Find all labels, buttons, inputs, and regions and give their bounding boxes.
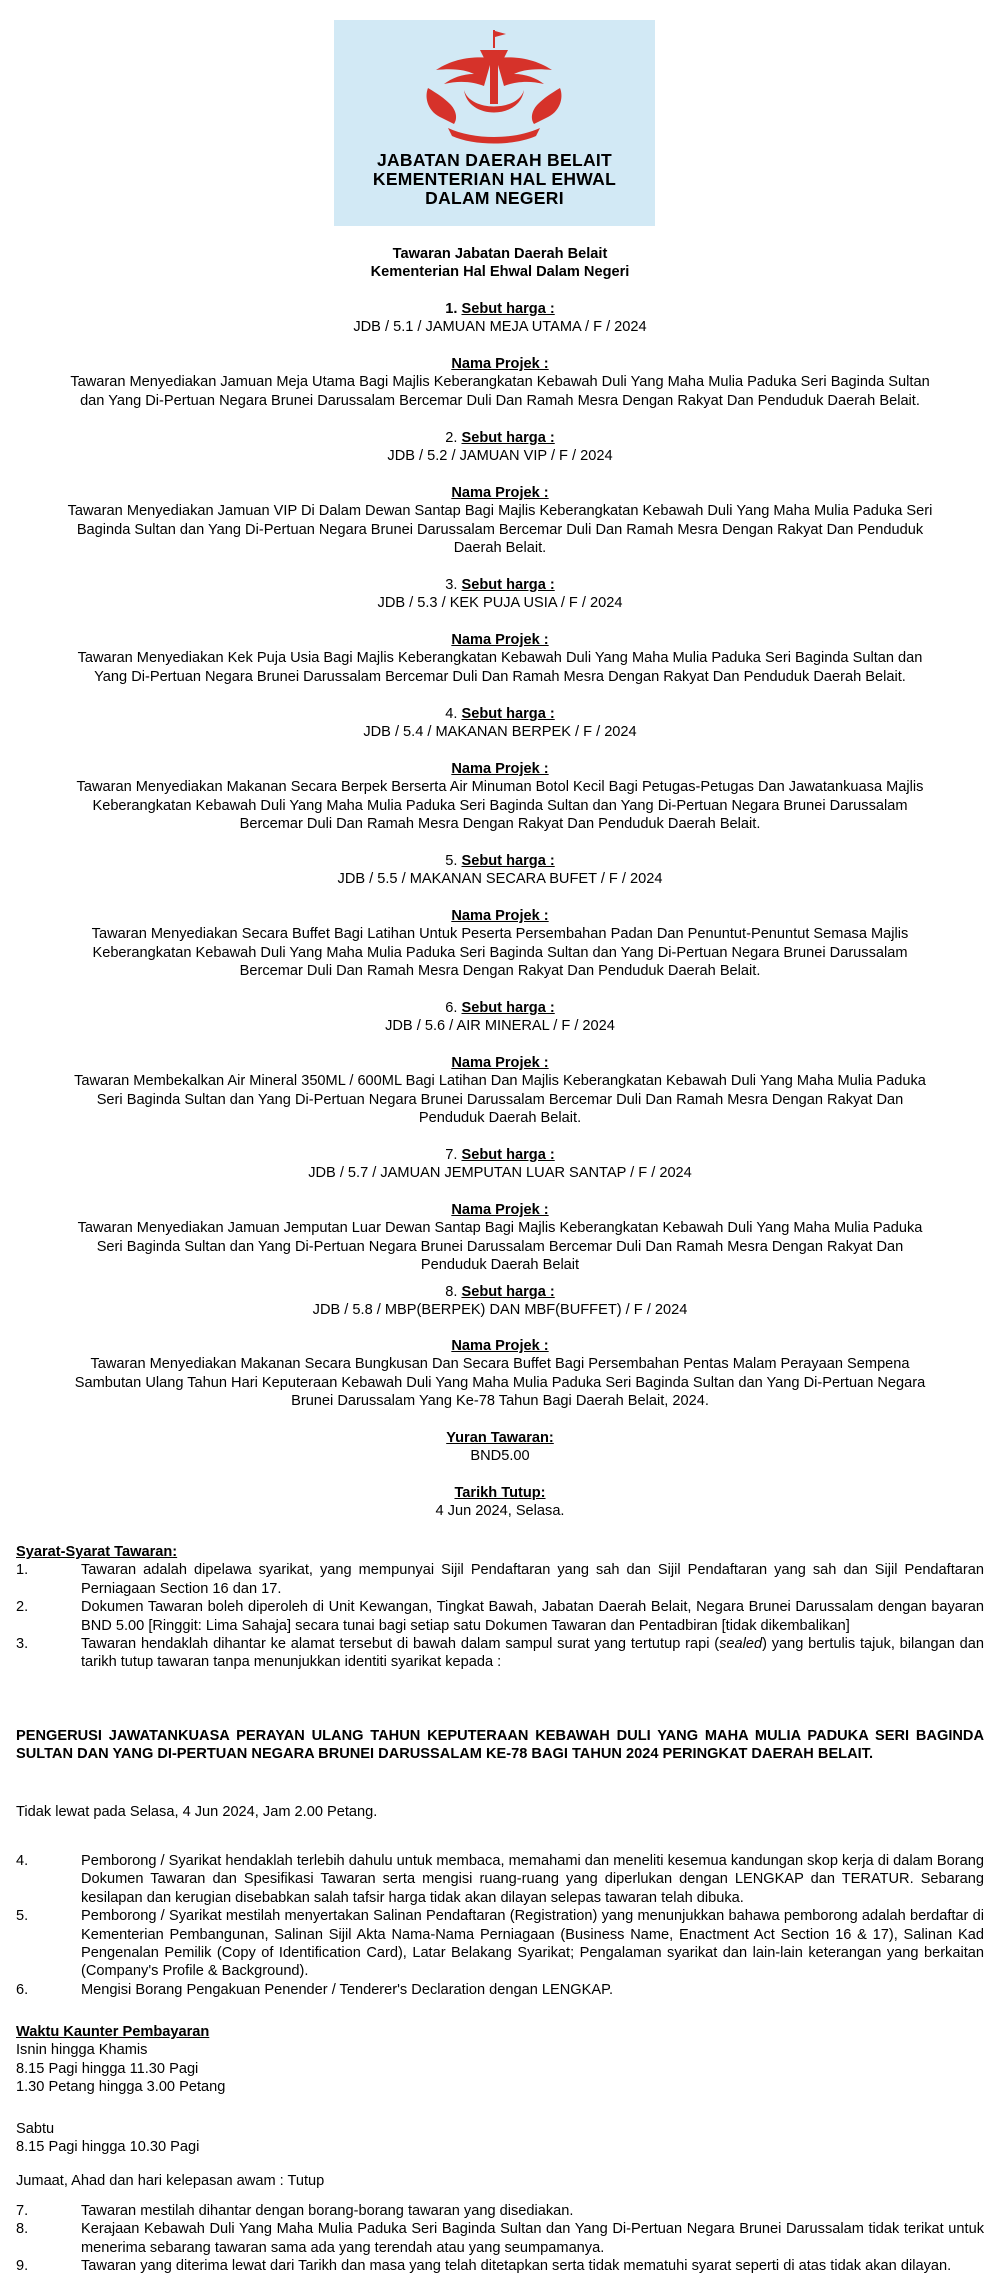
project-description-line: Sambutan Ulang Tahun Hari Keputeraan Kebawah Duli Yang Maha Mulia Paduka Seri Baginda Sultan dan Yang Di-Pertuan Negara bbox=[74, 1374, 926, 1391]
tender-number: 7. bbox=[445, 1147, 458, 1163]
term-item bbox=[16, 2257, 984, 2275]
tender-number: 8. bbox=[445, 1284, 458, 1300]
weekday-label: Isnin hingga Khamis bbox=[16, 2042, 148, 2059]
title-line: Kementerian Hal Ehwal Dalam Negeri bbox=[370, 264, 630, 281]
project-description-line: dan Yang Di-Pertuan Negara Brunei Darussalam Bercemar Duli Dan Ramah Mesra Dengan Rakyat Dan Penduduk Daerah Belait. bbox=[80, 392, 920, 409]
tender-2-header bbox=[10, 429, 990, 466]
term-item bbox=[16, 1635, 984, 1672]
sebut-harga-label: Sebut harga : bbox=[461, 430, 555, 446]
tender-5-header bbox=[10, 852, 990, 889]
term-text: Pemborong / Syarikat hendaklah terlebih dahulu untuk membaca, memahami dan meneliti kesemua kandungan skop kerja di dalam Borang Dokumen Tawaran dan Spesifikasi Tawaran serta mengisi ruang-ruang yang diperlukan dengan LENGKAP dan TERATUR. Sebarang kesilapan dan kerugian disebabkan salah tafsir harga tidak akan dilayan selepas tawaran telah dibuka. bbox=[81, 1853, 984, 1906]
sebut-harga-label: Sebut harga : bbox=[461, 577, 555, 593]
project-description-line: Yang Di-Pertuan Negara Brunei Darussalam Bercemar Duli Dan Ramah Mesra Dengan Rakyat Dan Penduduk Daerah Belait. bbox=[94, 668, 906, 685]
term-item bbox=[16, 2220, 984, 2257]
project-description-line: Bercemar Duli Dan Ramah Mesra Dengan Rakyat Dan Penduduk Daerah Belait. bbox=[239, 963, 761, 980]
project-description-line: Tawaran Menyediakan Makanan Secara Bungkusan Dan Secara Buffet Bagi Persembahan Pentas Malam Perayaan Sempena bbox=[90, 1356, 910, 1373]
sebut-harga-label: Sebut harga : bbox=[461, 1284, 555, 1300]
term-text: Pemborong / Syarikat mestilah menyertakan Salinan Pendaftaran (Registration) yang menunjukkan bahawa pemborong adalah berdaftar di Kementerian Pembangunan, Salinan Sijil Akta Nama-Nama Perniagaan (Business Name, Enactment Act Section 16 & 17), Salinan Kad Pengenalan Pemilik (Copy of Identification Card), Latar Belakang Syarikat; Pengalaman syarikat dan lain-lain keterangan yang berkaitan (Company's Profile & Background). bbox=[81, 1908, 984, 1980]
project-description-line: Tawaran Menyediakan Kek Puja Usia Bagi Majlis Keberangkatan Kebawah Duli Yang Maha Mulia Paduka Seri Baginda Sultan dan bbox=[77, 650, 923, 667]
project-description-line: Bercemar Duli Dan Ramah Mesra Dengan Rakyat Dan Penduduk Daerah Belait. bbox=[239, 816, 761, 833]
tender-7-header bbox=[10, 1146, 990, 1183]
project-description-line: Tawaran Membekalkan Air Mineral 350ML / 600ML Bagi Latihan Dan Majlis Keberangkatan Kebawah Duli Yang Maha Mulia Paduka bbox=[74, 1073, 926, 1090]
tender-reference: JDB / 5.5 / MAKANAN SECARA BUFET / F / 2024 bbox=[337, 871, 663, 888]
tender-reference: JDB / 5.6 / AIR MINERAL / F / 2024 bbox=[385, 1018, 615, 1035]
logo-line: DALAM NEGERI bbox=[425, 188, 564, 208]
closing-date-section bbox=[10, 1484, 990, 1521]
term-text-part: Tawaran hendaklah dihantar ke alamat tersebut di bawah dalam sampul surat yang tertutup rapi ( bbox=[81, 1636, 720, 1653]
terms-section-c bbox=[16, 2202, 984, 2276]
project-description-line: Daerah Belait. bbox=[453, 540, 547, 557]
tender-reference: JDB / 5.3 / KEK PUJA USIA / F / 2024 bbox=[377, 595, 623, 612]
tender-reference: JDB / 5.4 / MAKANAN BERPEK / F / 2024 bbox=[363, 724, 637, 741]
weekday-hours: 8.15 Pagi hingga 11.30 Pagi bbox=[16, 2060, 199, 2077]
tender-number: 3. bbox=[445, 577, 458, 593]
page-title bbox=[10, 245, 990, 282]
nama-projek-label: Nama Projek : bbox=[451, 908, 549, 924]
project-description-line: Keberangkatan Kebawah Duli Yang Maha Mulia Paduka Seri Baginda Sultan dan Yang Di-Pertuan Negara Brunei Darussalam bbox=[92, 944, 908, 961]
term-text: Tawaran adalah dipelawa syarikat, yang mempunyai Sijil Pendaftaran yang sah dan Sijil Pendaftaran yang sah dan Sijil Pendaftaran Perniagaan Section 16 dan 17. bbox=[81, 1562, 984, 1597]
terms-section-b bbox=[16, 1852, 984, 1999]
project-description-line: Tawaran Menyediakan Secara Buffet Bagi Latihan Untuk Peserta Persembahan Padan Dan Penuntut-Penuntut Semasa Majlis bbox=[91, 926, 909, 943]
tender-number: 2. bbox=[445, 430, 458, 446]
title-line: Tawaran Jabatan Daerah Belait bbox=[392, 246, 608, 262]
tender-reference: JDB / 5.7 / JAMUAN JEMPUTAN LUAR SANTAP / F / 2024 bbox=[308, 1165, 692, 1182]
term-text: Tawaran yang diterima lewat dari Tarikh dan masa yang telah ditetapkan serta tidak mematuhi syarat seperti di atas tidak akan dilayan. bbox=[81, 2258, 952, 2275]
term-number: 8. bbox=[16, 2221, 29, 2238]
tender-3-project bbox=[10, 631, 990, 686]
tender-5-project bbox=[10, 907, 990, 981]
term-item bbox=[16, 1852, 984, 1907]
yuran-tawaran-label: Yuran Tawaran: bbox=[446, 1430, 554, 1446]
tender-3-header bbox=[10, 576, 990, 613]
term-text: Kerajaan Kebawah Duli Yang Maha Mulia Paduka Seri Baginda Sultan dan Yang Di-Pertuan Negara Brunei Darussalam tidak terikat untuk menerima sebarang tawaran sama ada yang terendah atau yang seumpamanya. bbox=[81, 2221, 984, 2256]
tender-number: 6. bbox=[445, 1000, 458, 1016]
tarikh-tutup-label: Tarikh Tutup: bbox=[454, 1485, 546, 1501]
term-text-part: ) yang bertulis tajuk, bilangan dan tarikh tutup tawaran tanpa menunjukkan identiti syarikat kepada : bbox=[81, 1636, 984, 1671]
logo-text bbox=[334, 151, 655, 208]
term-text: Dokumen Tawaran boleh diperoleh di Unit Kewangan, Tingkat Bawah, Jabatan Daerah Belait, Negara Brunei Darussalam dengan bayaran BND 5.00 [Ringgit: Lima Sahaja] secara tunai bagi setiap satu Dokumen Tawaran dan Pentadbiran [tidak dikembalikan] bbox=[81, 1599, 984, 1634]
project-description-line: Baginda Sultan dan Yang Di-Pertuan Negara Brunei Darussalam Bercemar Duli Dan Ramah Mesra Dengan Rakyat Dan Penduduk bbox=[76, 521, 924, 538]
tender-8-project bbox=[10, 1337, 990, 1411]
tender-8-header bbox=[10, 1283, 990, 1320]
logo-line: JABATAN DAERAH BELAIT bbox=[376, 150, 613, 170]
nama-projek-label: Nama Projek : bbox=[451, 1338, 549, 1354]
terms-section bbox=[16, 1543, 984, 1672]
tender-2-project bbox=[10, 484, 990, 558]
sebut-harga-label: Sebut harga : bbox=[461, 1147, 555, 1163]
term-item bbox=[16, 1598, 984, 1635]
payment-counter-hours bbox=[16, 2023, 984, 2097]
term-text-italic: sealed bbox=[719, 1636, 763, 1653]
sebut-harga-label: Sebut harga : bbox=[461, 1000, 555, 1016]
tender-6-project bbox=[10, 1054, 990, 1128]
project-description-line: Keberangkatan Kebawah Duli Yang Maha Mulia Paduka Seri Baginda Sultan dan Yang Di-Pertuan Negara Brunei Darussalam bbox=[92, 797, 908, 814]
tender-number: 4. bbox=[445, 706, 458, 722]
project-description-line: Penduduk Daerah Belait. bbox=[418, 1110, 582, 1127]
saturday-time: 8.15 Pagi hingga 10.30 Pagi bbox=[16, 2139, 200, 2156]
term-number: 6. bbox=[16, 1981, 29, 1998]
fee-value: BND5.00 bbox=[470, 1448, 530, 1465]
tender-number: 5. bbox=[445, 853, 458, 869]
term-text bbox=[81, 1635, 984, 1672]
project-description-line: Seri Baginda Sultan dan Yang Di-Pertuan Negara Brunei Darussalam Bercemar Duli Dan Ramah Mesra Dengan Rakyat Dan bbox=[96, 1238, 904, 1255]
sebut-harga-label: Sebut harga : bbox=[461, 706, 555, 722]
closed-days: Jumaat, Ahad dan hari kelepasan awam : Tutup bbox=[16, 2173, 325, 2189]
project-description-line: Brunei Darussalam Yang Ke-78 Tahun Bagi Daerah Belait, 2024. bbox=[291, 1393, 709, 1410]
project-description-line: Tawaran Menyediakan Jamuan VIP Di Dalam Dewan Santap Bagi Majlis Keberangkatan Kebawah Duli Yang Maha Mulia Paduka Seri bbox=[67, 503, 933, 520]
nama-projek-label: Nama Projek : bbox=[451, 356, 549, 372]
brunei-crest-icon bbox=[414, 28, 574, 148]
term-item bbox=[16, 2202, 984, 2220]
saturday-hours bbox=[16, 2120, 984, 2157]
tender-7-project bbox=[10, 1201, 990, 1275]
term-number: 3. bbox=[16, 1636, 29, 1653]
fee-section bbox=[10, 1429, 990, 1466]
project-description-line: Tawaran Menyediakan Jamuan Jemputan Luar Dewan Santap Bagi Majlis Keberangkatan Kebawah Duli Yang Maha Mulia Paduka bbox=[77, 1220, 923, 1237]
nama-projek-label: Nama Projek : bbox=[451, 761, 549, 777]
term-number: 1. bbox=[16, 1562, 29, 1579]
nama-projek-label: Nama Projek : bbox=[451, 1202, 549, 1218]
tender-4-project bbox=[10, 760, 990, 834]
tender-reference: JDB / 5.8 / MBP(BERPEK) DAN MBF(BUFFET) / F / 2024 bbox=[312, 1302, 688, 1319]
logo-line: KEMENTERIAN HAL EHWAL bbox=[372, 169, 617, 189]
submission-address: PENGERUSI JAWATANKUASA PERAYAN ULANG TAHUN KEPUTERAAN KEBAWAH DULI YANG MAHA MULIA PADUKA SERI BAGINDA SULTAN DAN YANG DI-PERTUAN NEGARA BRUNEI DARUSSALAM KE-78 BAGI TAHUN 2024 PERINGKAT DAERAH BELAIT. bbox=[16, 1728, 984, 1763]
term-text: Tawaran mestilah dihantar dengan borang-borang tawaran yang disediakan. bbox=[81, 2203, 574, 2219]
project-description-line: Tawaran Menyediakan Jamuan Meja Utama Bagi Majlis Keberangkatan Kebawah Duli Yang Maha Mulia Paduka Seri Baginda Sultan bbox=[70, 374, 930, 391]
nama-projek-label: Nama Projek : bbox=[451, 1055, 549, 1071]
counter-hours-heading: Waktu Kaunter Pembayaran bbox=[16, 2024, 210, 2040]
term-text: Mengisi Borang Pengakuan Penender / Tenderer's Declaration dengan LENGKAP. bbox=[81, 1981, 614, 1998]
tender-1-project bbox=[10, 355, 990, 410]
term-item bbox=[16, 1981, 984, 1999]
term-number: 5. bbox=[16, 1908, 29, 1925]
project-description-line: Penduduk Daerah Belait bbox=[420, 1257, 580, 1274]
term-number: 2. bbox=[16, 1599, 29, 1616]
nama-projek-label: Nama Projek : bbox=[451, 485, 549, 501]
saturday-label: Sabtu bbox=[16, 2121, 55, 2137]
term-number: 9. bbox=[16, 2258, 29, 2275]
tender-6-header bbox=[10, 999, 990, 1036]
project-description-line: Seri Baginda Sultan dan Yang Di-Pertuan Negara Brunei Darussalam Bercemar Duli Dan Ramah Mesra Dengan Rakyat Dan bbox=[96, 1091, 904, 1108]
submission-deadline: Tidak lewat pada Selasa, 4 Jun 2024, Jam 2.00 Petang. bbox=[16, 1804, 378, 1820]
sebut-harga-label: Sebut harga : bbox=[461, 853, 555, 869]
tender-reference: JDB / 5.1 / JAMUAN MEJA UTAMA / F / 2024 bbox=[353, 319, 647, 336]
closing-date-value: 4 Jun 2024, Selasa. bbox=[435, 1503, 565, 1520]
project-description-line: Tawaran Menyediakan Makanan Secara Berpek Berserta Air Minuman Botol Kecil Bagi Petugas-Petugas Dan Jawatankuasa Majlis bbox=[76, 779, 924, 796]
term-item bbox=[16, 1561, 984, 1598]
terms-heading: Syarat-Syarat Tawaran: bbox=[16, 1544, 178, 1560]
tender-1-header bbox=[10, 300, 990, 337]
tender-number: 1. bbox=[445, 301, 458, 317]
nama-projek-label: Nama Projek : bbox=[451, 632, 549, 648]
sebut-harga-label: Sebut harga : bbox=[461, 301, 555, 317]
tender-4-header bbox=[10, 705, 990, 742]
term-item bbox=[16, 1907, 984, 1981]
weekday-hours: 1.30 Petang hingga 3.00 Petang bbox=[16, 2079, 226, 2096]
tender-reference: JDB / 5.2 / JAMUAN VIP / F / 2024 bbox=[387, 448, 613, 465]
term-number: 7. bbox=[16, 2203, 29, 2219]
term-number: 4. bbox=[16, 1853, 29, 1869]
department-logo bbox=[334, 20, 655, 226]
